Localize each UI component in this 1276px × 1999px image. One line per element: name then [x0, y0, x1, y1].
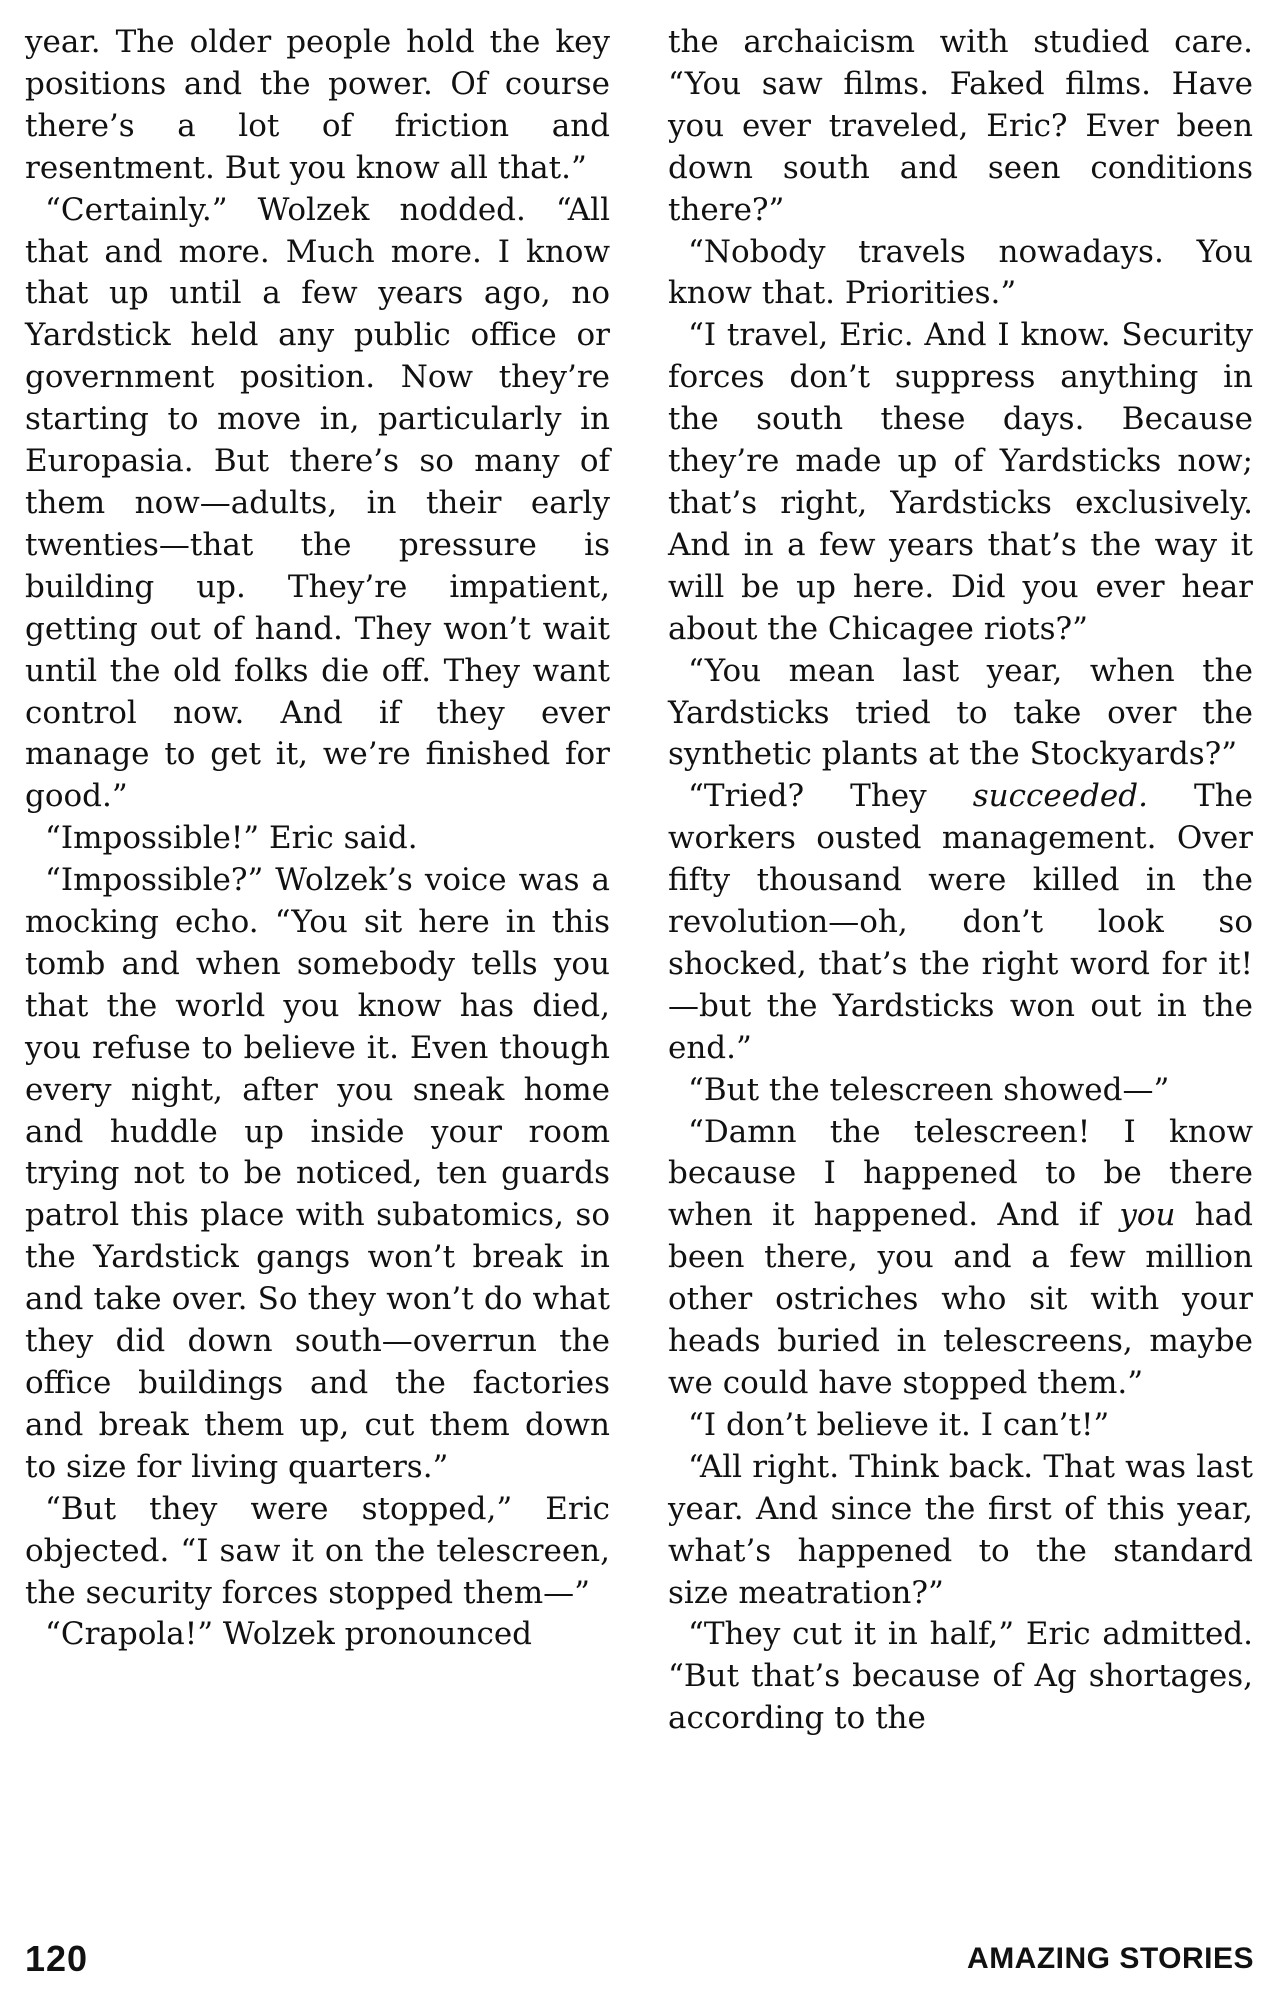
paragraph: “All right. Think back. That was last year. And since the first of this year, what’s happened to the standard size meatration?” [668, 1448, 1253, 1611]
paragraph: “Certainly.” Wolzek nodded. “All that and more. Much more. I know that up until a few years ago, no Yardstick held any public office or government position. Now they’re starting to move in, particularly in Europasia. But there’s so many of them now—adults, in their early twenties—that the pressure is building up. They’re impatient, getting out of hand. They won’t wait until the old folks die off. They want control now. And if they ever manage to get it, we’re finished for good.” [25, 191, 610, 815]
paragraph: “Impossible?” Wolzek’s voice was a mocking echo. “You sit here in this tomb and when somebody tells you that the world you know has died, you refuse to believe it. Even though every night, after you sneak home and huddle up inside your room trying not to be noticed, ten guards patrol this place with subatomics, so the Yardstick gangs won’t break in and take over. So they won’t do what they did down south—overrun the office buildings and the factories and break them up, cut them down to size for living quarters.” [25, 862, 610, 1485]
text-run: “Tried? They [688, 778, 973, 815]
text-run: The workers ousted management. Over fifty thousand were killed in the revolution—oh, don’t look so shocked, that’s the right word for it!—but the Yardsticks won out in the end.” [668, 778, 1254, 1066]
paragraph: “But they were stopped,” Eric objected. “I saw it on the telescreen, the security forces stopped them—” [25, 1490, 610, 1611]
paragraph: the archaicism with studied care. “You saw films. Faked films. Have you ever traveled, Eric? Ever been down south and seen conditions there?” [668, 24, 1253, 228]
paragraph: “I travel, Eric. And I know. Security forces don’t suppress anything in the south these days. Because they’re made up of Yardsticks now; that’s right, Yardsticks exclusively. And in a few years that’s the way it will be up here. Did you ever hear about the Chicagee riots?” [668, 317, 1253, 647]
paragraph: “I don’t believe it. I can’t!” [688, 1406, 1110, 1443]
paragraph: “They cut it in half,” Eric admitted. “But that’s because of Ag shortages, according to the [668, 1616, 1253, 1737]
text-run: “Damn the telescreen! I know because I happened to be there when it happened. And if [668, 1113, 1253, 1234]
right-column [668, 22, 1253, 1740]
page-footer [0, 1938, 1276, 1988]
paragraph: “Crapola!” Wolzek pronounced [45, 1616, 533, 1653]
running-footer-title: AMAZING STORIES [967, 1942, 1254, 1975]
paragraph: year. The older people hold the key positions and the power. Of course there’s a lot of friction and resentment. But you know all that.” [25, 24, 610, 186]
emphasis-text: succeeded. [972, 778, 1148, 815]
paragraph: “Nobody travels nowadays. You know that. Priorities.” [668, 233, 1253, 312]
paragraph [668, 1112, 1253, 1405]
paragraph: “Impossible!” Eric said. [45, 820, 418, 857]
paragraph [668, 776, 1253, 1069]
paragraph: “But the telescreen showed—” [688, 1071, 1170, 1108]
paragraph: “You mean last year, when the Yardsticks tried to take over the synthetic plants at the Stockyards?” [668, 652, 1253, 773]
page-number: 120 [25, 1938, 89, 1979]
left-column [25, 22, 610, 1656]
text-run: had been there, you and a few million other ostriches who sit with your heads buried in telescreens, maybe we could have stopped them.” [668, 1197, 1253, 1401]
emphasis-text: you [1119, 1197, 1176, 1234]
